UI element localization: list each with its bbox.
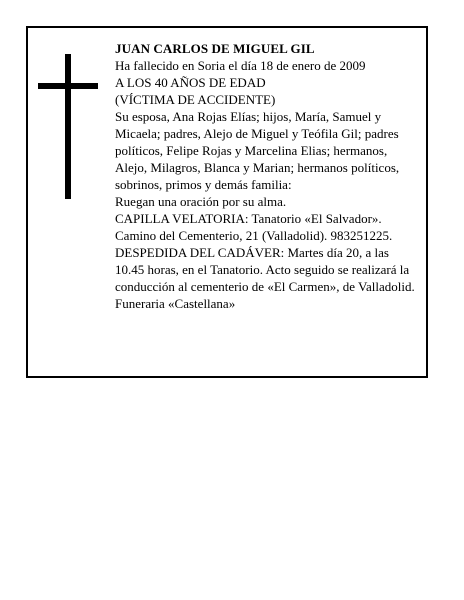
obituary-text (115, 40, 420, 312)
cause-line: (VÍCTIMA DE ACCIDENTE) (115, 92, 276, 107)
prayer-line: Ruegan una oración por su alma. (115, 194, 287, 209)
obituary-notice (26, 26, 428, 378)
funeral-home: Funeraria «Castellana» (115, 296, 236, 311)
cross-horizontal-bar (38, 83, 98, 89)
death-line: Ha fallecido en Soria el día 18 de enero de 2009 (115, 58, 366, 73)
deceased-name: JUAN CARLOS DE MIGUEL GIL (115, 41, 315, 56)
family-paragraph: Su esposa, Ana Rojas Elías; hijos, María, Samuel y Micaela; padres, Alejo de Miguel y Teófila Gil; padres políticos, Felipe Rojas y Marcelina Elias; hermanos, Alejo, Milagros, Blanca y Marian; hermanos políticos, sobrinos, primos y demás familia: (115, 109, 400, 192)
cross-vertical-bar (65, 54, 71, 199)
age-line: A LOS 40 AÑOS DE EDAD (115, 75, 266, 90)
farewell-paragraph: DESPEDIDA DEL CADÁVER: Martes día 20, a las 10.45 horas, en el Tanatorio. Acto seguido se realizará la conducción al cementerio de «El Carmen», de Valladolid. (115, 245, 415, 294)
chapel-paragraph: CAPILLA VELATORIA: Tanatorio «El Salvador». Camino del Cementerio, 21 (Valladolid). 983251225. (115, 211, 393, 243)
cross-icon (38, 54, 98, 199)
